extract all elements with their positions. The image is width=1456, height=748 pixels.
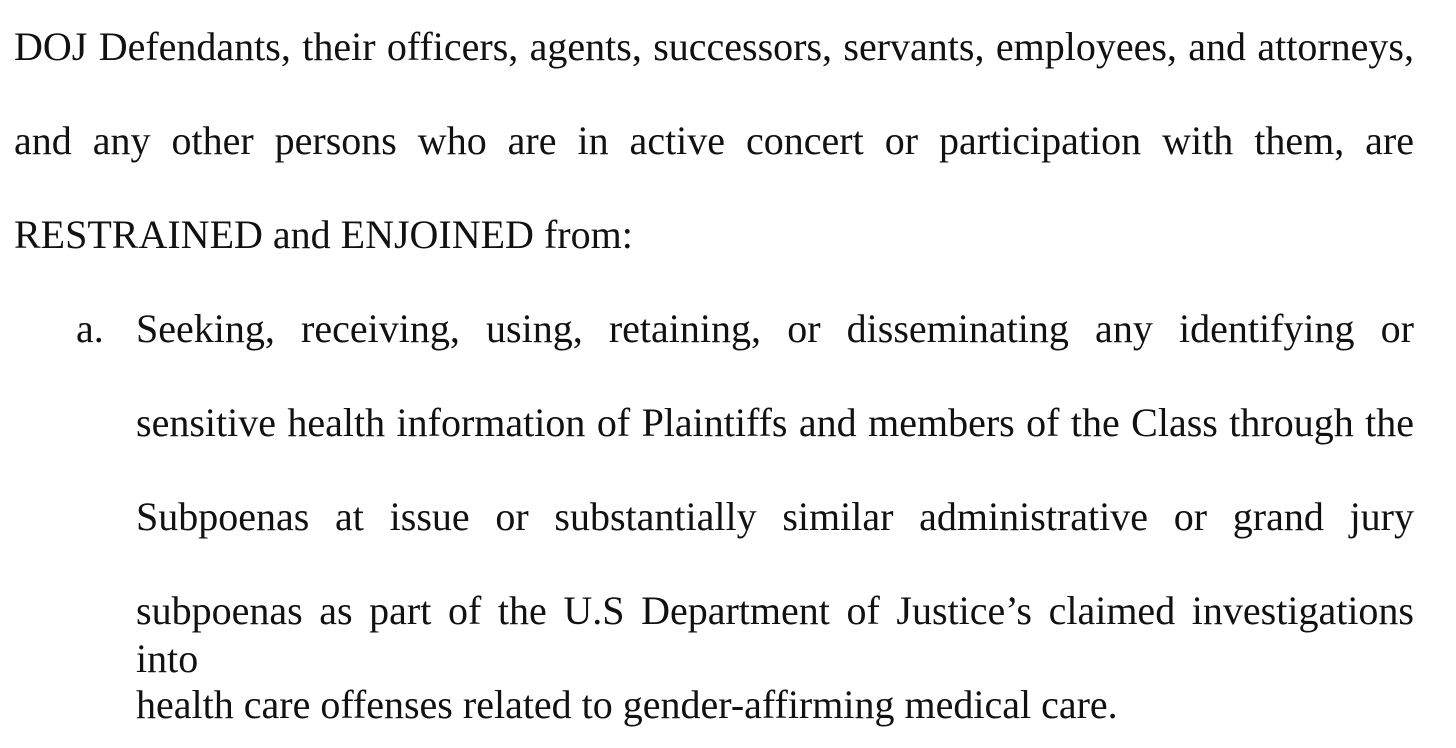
list-item-line: health care offenses related to gender-affirming medical care.	[136, 682, 1118, 727]
list-item-line: Seeking, receiving, using, retaining, or disseminating any identifying or	[136, 306, 1414, 351]
paragraph-line: and any other persons who are in active concert or participation with them, are	[14, 118, 1414, 163]
list-item-line: Subpoenas at issue or substantially similar administrative or grand jury	[136, 494, 1414, 539]
paragraph-line: RESTRAINED and ENJOINED from:	[14, 212, 633, 257]
paragraph-line: DOJ Defendants, their officers, agents, successors, servants, employees, and attorneys,	[14, 24, 1414, 69]
list-item-line: sensitive health information of Plaintiffs and members of the Class through the	[136, 400, 1414, 445]
list-item-line: subpoenas as part of the U.S Department of Justice’s claimed investigations into	[136, 588, 1414, 681]
list-item-marker: a.	[76, 306, 104, 351]
